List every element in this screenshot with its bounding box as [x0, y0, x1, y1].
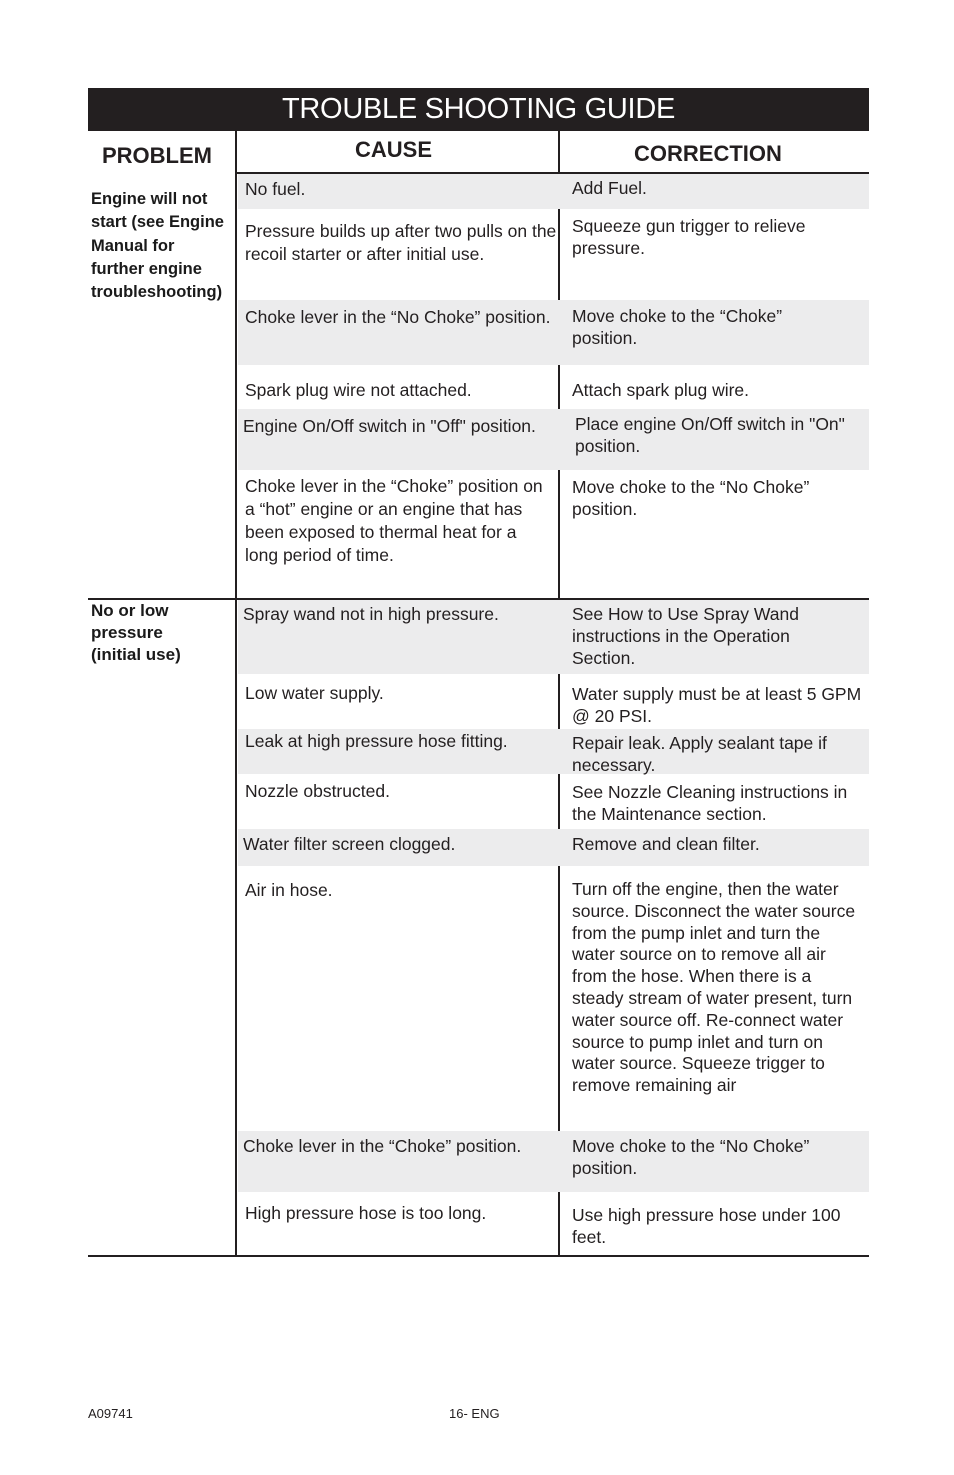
correction-text: Add Fuel. [572, 178, 647, 198]
correction-text: Place engine On/Off switch in "On" position. [575, 414, 845, 456]
correction-text: Move choke to the “Choke” position. [572, 306, 783, 348]
header-cause: CAUSE [355, 137, 433, 162]
correction-text: Move choke to the “No Choke” position. [572, 477, 810, 519]
header-correction: CORRECTION [634, 141, 782, 166]
correction-text: See How to Use Spray Wand instructions in the Operation Section. [572, 604, 799, 668]
cause-text: Choke lever in the “Choke” position. [243, 1136, 522, 1156]
cause-text: Choke lever in the “Choke” position on a “hot” engine or an engine that has been exposed to thermal heat for a long period of time. [245, 476, 543, 565]
correction-text: Turn off the engine, then the water source. Disconnect the water source from the pump inlet and turn the water source on to remove all air from the hose. When there is a steady stream of water present, turn water source off. Re-connect water source to pump inlet and turn on water source. Squeeze trigger to remove remaining air [572, 879, 856, 1096]
correction-text: Remove and clean filter. [572, 834, 760, 854]
cause-text: Spray wand not in high pressure. [243, 604, 499, 624]
correction-text: See Nozzle Cleaning instructions in the Maintenance section. [572, 782, 848, 824]
correction-text: Water supply must be at least 5 GPM @ 20 PSI. [572, 684, 862, 726]
cause-text: Choke lever in the “No Choke” position. [245, 307, 551, 327]
correction-text: Attach spark plug wire. [572, 380, 750, 400]
cause-text: Water filter screen clogged. [243, 834, 456, 854]
page-number: 16- ENG [449, 1406, 500, 1421]
cause-text: Spark plug wire not attached. [245, 380, 472, 400]
problem-engine-will-not-start: Engine will not start (see Engine Manual for further engine troubleshooting) [91, 190, 224, 302]
cause-text: Nozzle obstructed. [245, 781, 390, 801]
page-title: TROUBLE SHOOTING GUIDE [88, 88, 869, 131]
cause-text: High pressure hose is too long. [245, 1203, 487, 1223]
header-problem: PROBLEM [102, 143, 212, 168]
cause-text: Engine On/Off switch in "Off" position. [243, 416, 536, 436]
correction-text: Move choke to the “No Choke” position. [572, 1136, 810, 1178]
cause-text: Low water supply. [245, 683, 384, 703]
cause-text: Air in hose. [245, 880, 333, 900]
correction-text: Squeeze gun trigger to relieve pressure. [572, 216, 806, 258]
correction-text: Repair leak. Apply sealant tape if necessary. [572, 733, 827, 775]
document-code: A09741 [88, 1406, 133, 1421]
problem-no-or-low-pressure: No or low pressure (initial use) [91, 601, 181, 664]
correction-text: Use high pressure hose under 100 feet. [572, 1205, 841, 1247]
cause-text: Pressure builds up after two pulls on the recoil starter or after initial use. [245, 221, 557, 264]
cause-text: No fuel. [245, 179, 306, 199]
column-divider-problem-cause [235, 131, 237, 1257]
cause-text: Leak at high pressure hose fitting. [245, 731, 508, 751]
table-bottom-border [88, 1255, 869, 1257]
